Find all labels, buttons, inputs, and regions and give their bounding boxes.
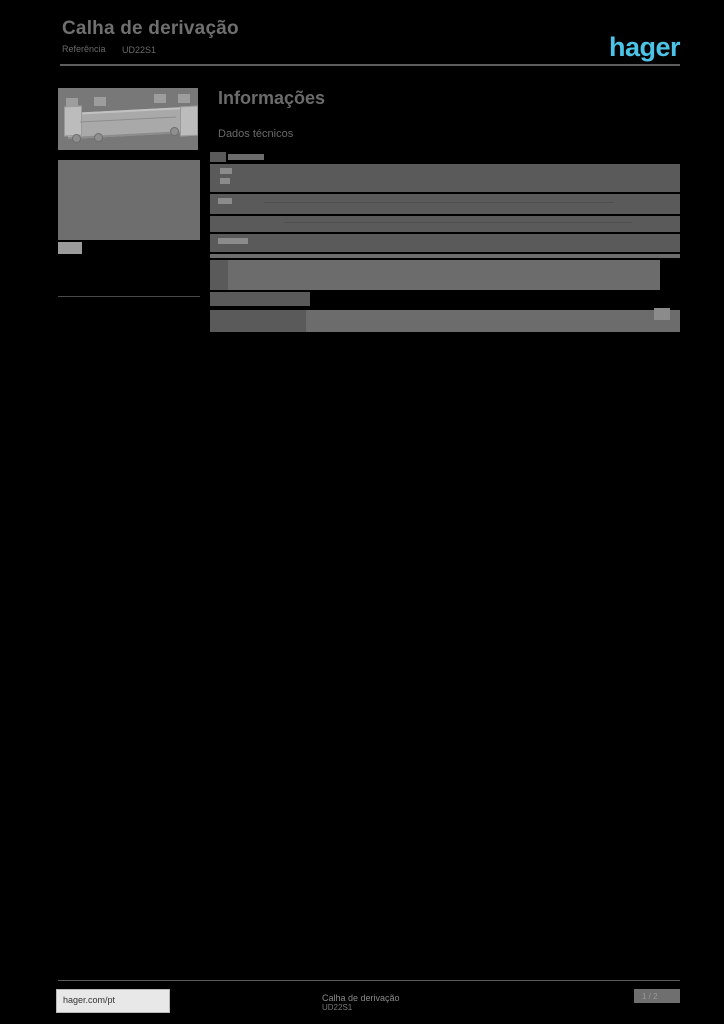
table-rule [264,202,614,203]
document-header [60,18,680,66]
product-tab [154,94,166,103]
product-screw [94,133,103,142]
product-screw [72,134,81,143]
product-endcap-right [180,106,198,137]
footer-page-indicator [634,989,680,1003]
section-subtitle: Dados técnicos [218,128,294,140]
table-cell [218,238,248,244]
header-reference: UD22S1 [122,45,157,55]
left-divider [58,296,200,297]
table-cell [654,308,670,320]
table-row [210,292,310,306]
footer-page-label: 1 / 2 [642,992,658,1001]
price-badge [58,242,82,254]
table-row [210,260,660,290]
table-row [210,152,226,162]
table-rule [284,222,632,223]
section-title: Informações [218,88,326,108]
table-row [210,254,680,258]
table-cell [210,310,306,332]
product-image [58,88,198,150]
table-cell [218,198,232,204]
table-cell [210,260,228,290]
page-title: Calha de derivação [62,18,239,39]
product-screw [170,127,179,136]
table-row [210,164,680,192]
footer-url[interactable]: hager.com/pt [63,995,116,1005]
table-row [210,234,680,252]
table-row [228,154,264,160]
footer-center-line2: UD22S1 [322,1003,353,1012]
footer-center-line1: Calha de derivação [322,993,400,1003]
table-cell [220,178,230,184]
table-cell [220,168,232,174]
footer-url-box[interactable] [56,989,170,1013]
header-subtitle: Referência [62,44,106,54]
header-divider [60,64,680,66]
left-info-block [58,160,200,240]
product-tab [178,94,190,103]
footer-divider [58,980,680,981]
table-row [210,216,680,232]
hager-logo: hager [608,32,680,62]
product-tab [94,97,106,106]
table-row [210,194,680,214]
product-tab [66,98,78,107]
